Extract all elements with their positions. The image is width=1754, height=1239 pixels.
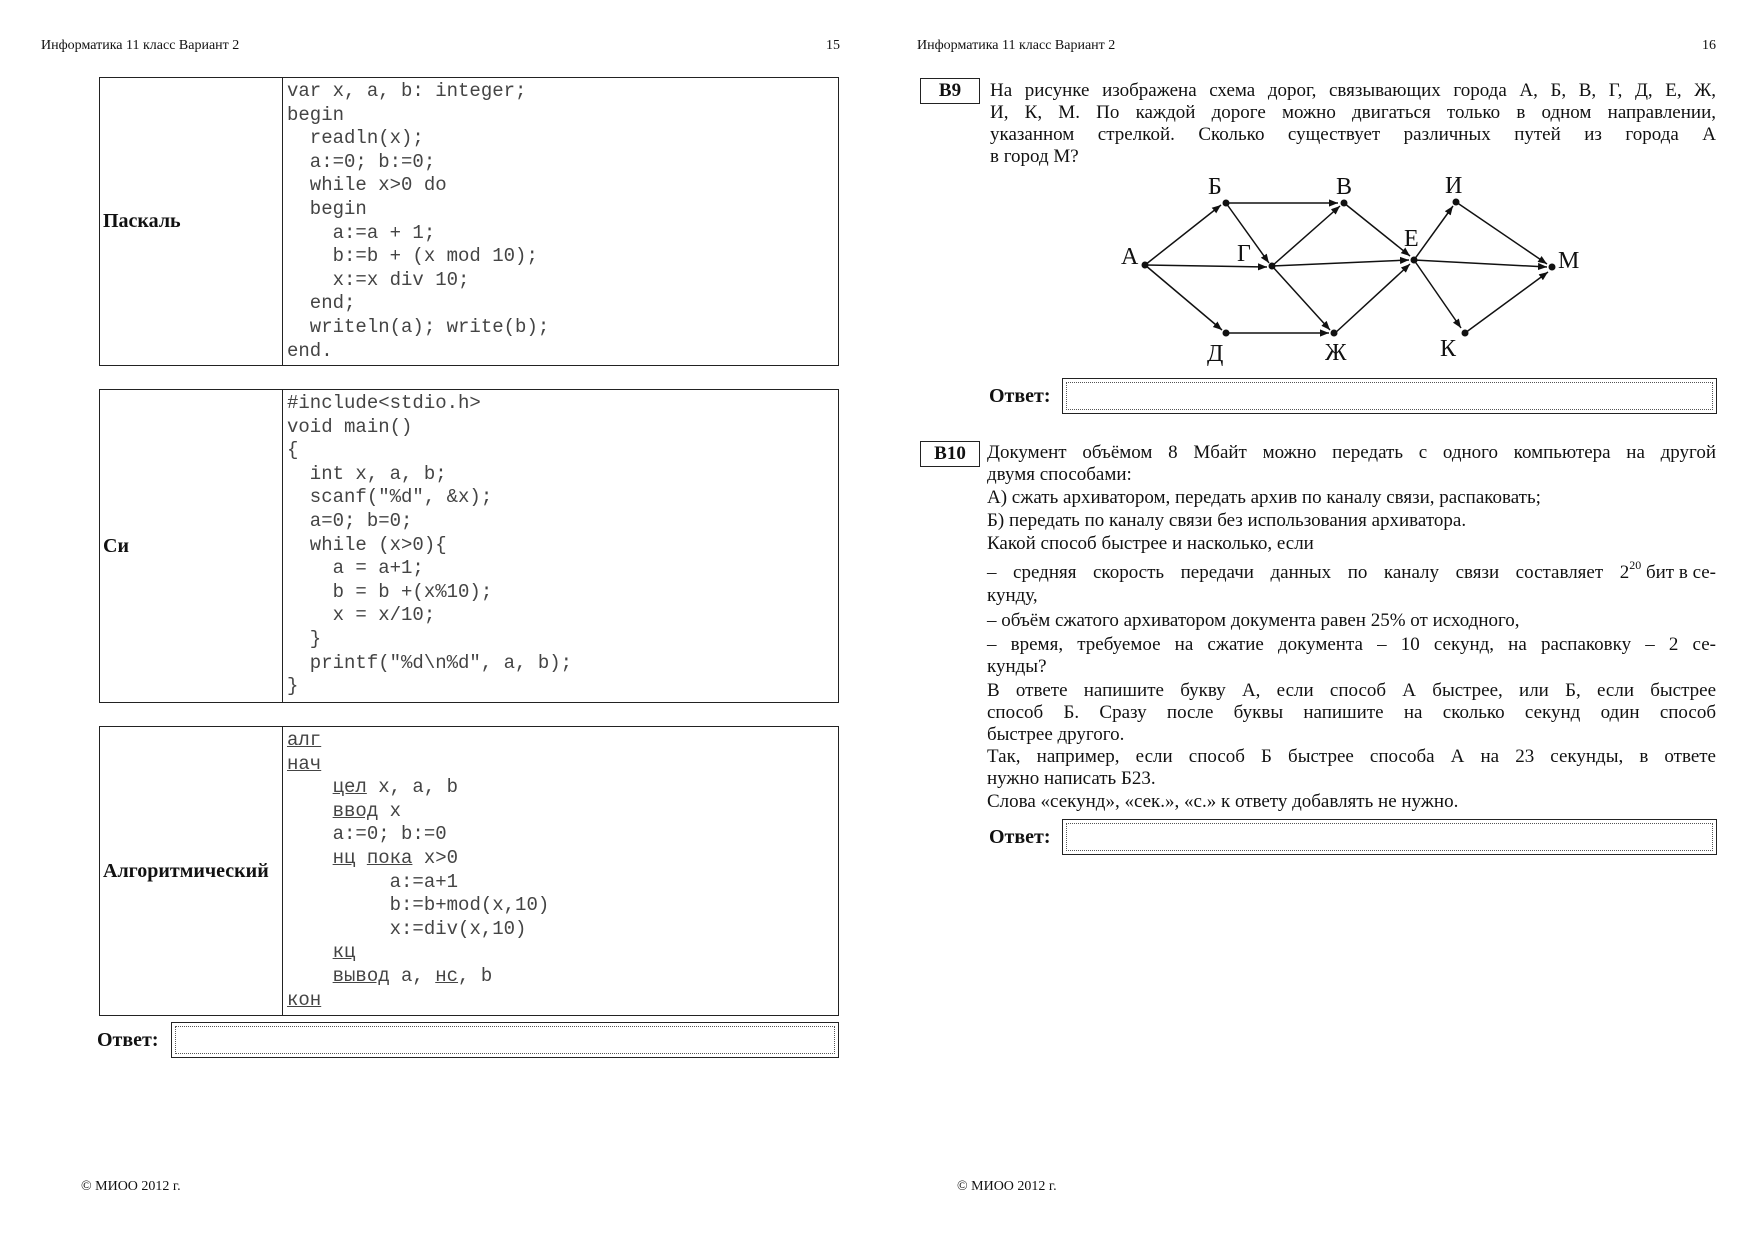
node-a bbox=[1142, 262, 1149, 269]
edge-k-m bbox=[1465, 272, 1548, 333]
code-line: a:=0; b:=0; bbox=[287, 150, 436, 173]
b10-text-line: нужно написать Б23. bbox=[987, 768, 1156, 789]
right-header-subject: Информатика 11 класс Вариант 2 bbox=[917, 38, 1116, 53]
right-copyright: © МИОО 2012 г. bbox=[957, 1179, 1057, 1194]
code-text: x:=div(x,10) bbox=[389, 917, 527, 940]
b10-answer-input[interactable] bbox=[1062, 819, 1717, 855]
keyword: кц bbox=[332, 941, 356, 964]
edge-zh-e bbox=[1334, 264, 1410, 334]
code-line: a = a+1; bbox=[287, 557, 424, 580]
task-number-b10: B10 bbox=[920, 441, 980, 467]
b10-text-line: – объём сжатого архиватором документа равен 25% от исходного, bbox=[987, 610, 1520, 631]
edge-g-v bbox=[1272, 206, 1340, 266]
b10-text-part: бит в се- bbox=[1641, 562, 1716, 583]
code-line: b = b +(x%10); bbox=[287, 580, 493, 603]
code-line: printf("%d\n%d", a, b); bbox=[287, 651, 573, 674]
node-k bbox=[1462, 330, 1469, 337]
edge-g-e bbox=[1272, 260, 1409, 266]
code-line: end. bbox=[287, 339, 333, 362]
left-header-subject: Информатика 11 класс Вариант 2 bbox=[41, 38, 240, 53]
keyword: кон bbox=[287, 988, 322, 1011]
left-page-number: 15 bbox=[826, 38, 840, 53]
code-line: b:=b + (x mod 10); bbox=[287, 245, 538, 268]
b10-text-line: – время, требуемое на сжатие документа – 10 секунд, на распаковку – 2 се- bbox=[987, 634, 1716, 655]
keyword: ввод bbox=[332, 799, 379, 822]
node-zh bbox=[1331, 330, 1338, 337]
node-label-e: Е bbox=[1404, 226, 1419, 252]
edge-a-d bbox=[1145, 265, 1222, 330]
b10-text-line: способ Б. Сразу после буквы напишите на сколько секунд один способ bbox=[987, 702, 1716, 723]
task-number-b9: B9 bbox=[920, 78, 980, 104]
edge-a-b bbox=[1145, 205, 1221, 265]
code-line: while x>0 do bbox=[287, 174, 447, 197]
keyword: алг bbox=[287, 729, 322, 751]
code-line: int x, a, b; bbox=[287, 462, 447, 485]
b10-text-part: – средняя скорость передачи данных по каналу связи составляет 2 bbox=[987, 562, 1630, 583]
pascal-lang-label: Паскаль bbox=[100, 78, 283, 365]
edge-v-e bbox=[1344, 203, 1410, 256]
b9-text-line: указанном стрелкой. Сколько существует различных путей из города А bbox=[990, 124, 1716, 145]
code-text: a:=0; b:=0 bbox=[332, 823, 447, 846]
b10-text-line: Документ объёмом 8 Мбайт можно передать с одного компьютера на другой bbox=[987, 442, 1716, 463]
node-label-m: М bbox=[1558, 248, 1580, 274]
keyword: вывод bbox=[332, 964, 390, 987]
node-m bbox=[1549, 264, 1556, 271]
code-line: a=0; b=0; bbox=[287, 509, 413, 532]
answer-label: Ответ: bbox=[97, 1029, 159, 1051]
keyword: нс bbox=[435, 964, 459, 987]
algo-lang-label: Алгоритмический bbox=[100, 727, 283, 1015]
code-text: a, bbox=[389, 964, 436, 987]
b10-speed-line bbox=[987, 558, 1716, 584]
edge-i-m bbox=[1456, 202, 1547, 264]
code-text: b:=b+mod(x,10) bbox=[389, 894, 550, 917]
code-text: x>0 bbox=[412, 846, 459, 869]
code-line: readln(x); bbox=[287, 127, 424, 150]
b10-text-line: В ответе напишите букву А, если способ А быстрее, или Б, если быстрее bbox=[987, 680, 1716, 701]
node-label-g: Г bbox=[1237, 241, 1251, 267]
code-line: x:=x div 10; bbox=[287, 268, 470, 291]
left-copyright: © МИОО 2012 г. bbox=[81, 1179, 181, 1194]
edge-e-m bbox=[1414, 260, 1547, 267]
code-line: { bbox=[287, 439, 299, 462]
code-line: scanf("%d", &x); bbox=[287, 486, 493, 509]
b10-text-line: А) сжать архиватором, передать архив по каналу связи, распаковать; bbox=[987, 487, 1541, 508]
keyword: нц bbox=[332, 846, 356, 869]
b9-answer-input[interactable] bbox=[1062, 378, 1717, 414]
b10-text-line: Так, например, если способ Б быстрее способа А на 23 секунды, в ответе bbox=[987, 746, 1716, 767]
b10-text-line: быстрее другого. bbox=[987, 724, 1125, 745]
right-page-number: 16 bbox=[1702, 38, 1716, 53]
keyword: цел bbox=[332, 776, 367, 799]
edge-e-k bbox=[1414, 260, 1461, 328]
code-line: void main() bbox=[287, 415, 413, 438]
b9-text-line: в город М? bbox=[990, 146, 1079, 167]
code-text: a:=a+1 bbox=[389, 870, 459, 893]
b10-text-line: Слова «секунд», «сек.», «с.» к ответу добавлять не нужно. bbox=[987, 791, 1459, 812]
b10-superscript: 20 bbox=[1629, 558, 1642, 572]
edge-g-zh bbox=[1272, 266, 1330, 330]
node-d bbox=[1223, 330, 1230, 337]
code-line: a:=a + 1; bbox=[287, 221, 436, 244]
node-b bbox=[1223, 200, 1230, 207]
b10-text-line: двумя способами: bbox=[987, 464, 1132, 485]
node-e bbox=[1411, 257, 1418, 264]
edge-e-i bbox=[1414, 206, 1453, 260]
code-line: begin bbox=[287, 197, 367, 220]
c-lang-label: Си bbox=[100, 390, 283, 702]
code-text: x bbox=[378, 799, 402, 822]
code-text: , b bbox=[458, 964, 493, 987]
code-line: begin bbox=[287, 103, 345, 126]
node-label-i: И bbox=[1445, 173, 1463, 199]
b10-answer-label: Ответ: bbox=[989, 826, 1051, 848]
keyword: нач bbox=[287, 752, 322, 775]
node-label-k: К bbox=[1440, 336, 1457, 362]
b10-text-line: Какой способ быстрее и насколько, если bbox=[987, 533, 1314, 554]
code-text: x, a, b bbox=[366, 776, 459, 799]
keyword: пока bbox=[366, 846, 413, 869]
b9-answer-label: Ответ: bbox=[989, 385, 1051, 407]
node-label-v: В bbox=[1336, 174, 1353, 200]
code-line: while (x>0){ bbox=[287, 533, 447, 556]
code-line: end; bbox=[287, 292, 356, 315]
code-line: var x, a, b: integer; bbox=[287, 80, 527, 102]
code-line: x = x/10; bbox=[287, 604, 436, 627]
node-i bbox=[1453, 199, 1460, 206]
b10-text-line: кунду, bbox=[987, 585, 1038, 606]
node-g bbox=[1269, 263, 1276, 270]
b9-text-line: И, К, М. По каждой дороге можно двигаться только в одном направлении, bbox=[990, 102, 1716, 123]
node-label-d: Д bbox=[1207, 341, 1224, 367]
b10-text-line: Б) передать по каналу связи без использования архиватора. bbox=[987, 510, 1467, 531]
node-label-zh: Ж bbox=[1325, 340, 1347, 366]
b9-text-line: На рисунке изображена схема дорог, связывающих города А, Б, В, Г, Д, Е, Ж, bbox=[990, 80, 1716, 101]
code-line: } bbox=[287, 675, 299, 698]
b10-text-line: кунды? bbox=[987, 656, 1047, 677]
node-label-a: А bbox=[1121, 244, 1139, 270]
code-line: writeln(a); write(b); bbox=[287, 315, 550, 338]
node-v bbox=[1341, 200, 1348, 207]
code-line: #include<stdio.h> bbox=[287, 392, 481, 414]
code-line: } bbox=[287, 627, 322, 650]
node-label-b: Б bbox=[1208, 174, 1222, 200]
